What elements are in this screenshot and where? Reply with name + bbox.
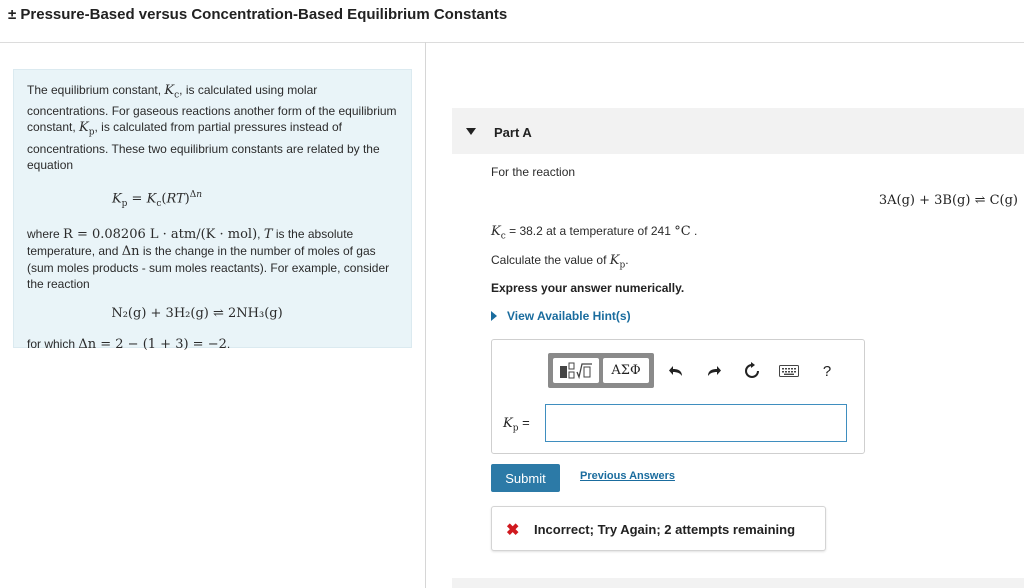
- calculate-prompt: Calculate the value of $K_p$.: [491, 253, 629, 271]
- keyboard-icon[interactable]: [778, 362, 800, 380]
- example-reaction: N₂(g) + 3H₂(g) ⇌ 2NH₃(g): [111, 305, 283, 321]
- reset-icon[interactable]: [743, 362, 761, 380]
- error-x-icon: ✖: [506, 522, 520, 539]
- column-divider: [425, 42, 426, 588]
- templates-icon: [558, 362, 594, 380]
- greek-symbols-button[interactable]: ΑΣΦ: [603, 358, 649, 383]
- templates-button[interactable]: [553, 358, 599, 383]
- undo-icon[interactable]: [667, 362, 685, 380]
- kp-input-label: $K_p$ =: [503, 415, 530, 434]
- intro-paragraph-1: The equilibrium constant, $K_c$, is calculated using molar concentrations. For gaseous reactions another form of the equilibrium constant, $K_p$, is calculated from partial pressures instead of concentrations. These two equilibrium constants are related by the equation: [27, 83, 397, 172]
- math-toolbar-group: [548, 353, 654, 388]
- previous-answers-link[interactable]: Previous Answers: [580, 470, 675, 482]
- expand-triangle-icon: [491, 311, 497, 321]
- redo-icon[interactable]: [705, 362, 723, 380]
- help-icon[interactable]: ?: [822, 362, 832, 380]
- kc-statement: $K_c = 38.2$ at a temperature of 241 °C .: [491, 224, 698, 242]
- submit-button[interactable]: Submit: [491, 464, 560, 492]
- feedback-box: [491, 506, 826, 551]
- equation-kp-kc: $K_p = K_c(RT)^{\Delta n}$: [111, 189, 203, 209]
- collapse-caret-icon[interactable]: [466, 128, 476, 135]
- part-a-reaction: 3A(g) + 3B(g) ⇌ C(g): [878, 193, 1018, 208]
- intro-panel: [13, 69, 412, 352]
- header-divider: [0, 42, 1024, 43]
- for-reaction-text: For the reaction: [491, 165, 576, 179]
- kp-answer-input[interactable]: [545, 404, 847, 442]
- page-title: ± Pressure-Based versus Concentration-Based Equilibrium Constants: [8, 6, 508, 23]
- intro-paragraph-3: for which Δn = 2 − (1 + 3) = −2.: [27, 336, 231, 352]
- part-a-title[interactable]: Part A: [494, 125, 532, 140]
- answer-box: [491, 339, 865, 454]
- view-hints-link[interactable]: View Available Hint(s): [491, 309, 631, 323]
- express-instruction: Express your answer numerically.: [491, 281, 685, 295]
- part-a-header-bar[interactable]: [452, 108, 1024, 154]
- feedback-message: Incorrect; Try Again; 2 attempts remaining: [534, 522, 796, 537]
- next-part-bar: [452, 578, 1024, 588]
- intro-paragraph-2: where R = 0.08206 L · atm/(K · mol), T is the absolute temperature, and Δn is the change in the number of moles of gas (sum moles products - sum moles reactants). For example, consider the reaction: [27, 226, 390, 291]
